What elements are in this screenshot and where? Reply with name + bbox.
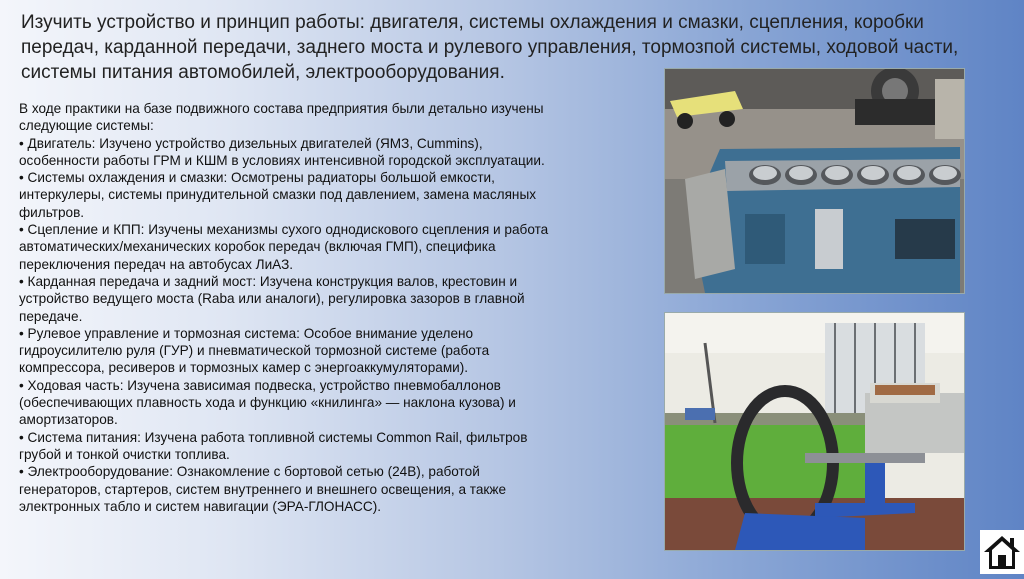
- bullet-steering-brakes: • Рулевое управление и тормозная система: Особое внимание уделено гидроусилителю руля (ГУР) и пневматической тормозной системе (работа компрессора, ресиверов и тормозных камер с энергоаккумуляторами).: [19, 325, 490, 376]
- slide-body: [19, 100, 564, 515]
- bullet-electrical: • Электрооборудование: Ознакомление с бортовой сетью (24В), работой генераторов, стартеров, систем внутреннего и внешнего освещения, а также электронных табло и систем навигации (ЭРА-ГЛОНАСС).: [19, 464, 507, 514]
- intro-paragraph: В ходе практики на базе подвижного состава предприятия были детально изучены следующие системы:: [19, 101, 544, 134]
- home-icon: [980, 530, 1024, 574]
- bullet-engine: • Двигатель: Изучено устройство дизельных двигателей (ЯМЗ, Cummins), особенности работы ГРМ и КШМ в условиях интенсивной городской эксплуатации.: [19, 135, 545, 168]
- bullet-cooling-lubrication: • Системы охлаждения и смазки: Осмотрены радиаторы большой емкости, интеркулеры, системы принудительной смазки под давлением, замена масляных фильтров.: [19, 170, 537, 220]
- engine-stand-photo: [664, 312, 965, 551]
- bullet-suspension: • Ходовая часть: Изучена зависимая подвеска, устройство пневмобаллонов (обеспечивающих плавность хода и функцию «книлинга» — наклона кузова) и амортизаторов.: [19, 377, 516, 428]
- engine-block-photo: [664, 68, 965, 294]
- bullet-clutch-gearbox: • Сцепление и КПП: Изучены механизмы сухого однодискового сцепления и работа автоматических/механических коробок передач (включая ГМП), специфика переключения передач на автобусах ЛиАЗ.: [19, 222, 549, 272]
- slide-title: Изучить устройство и принцип работы: двигателя, системы охлаждения и смазки, сцепления, коробки передач, карданной передачи, заднего моста и рулевого управления, тормозпой системы, ходовой части, системы питания автомобилей, электрооборудования.: [21, 12, 959, 83]
- bullet-fuel-system: • Система питания: Изучена работа топливной системы Common Rail, фильтров грубой и тонкой очистки топлива.: [19, 429, 528, 462]
- home-button[interactable]: [980, 530, 1024, 574]
- bullet-driveshaft-axle: • Карданная передача и задний мост: Изучена конструкция валов, крестовин и устройство ведущего моста (Raba или аналоги), регулировка зазоров в главной передаче.: [19, 273, 525, 324]
